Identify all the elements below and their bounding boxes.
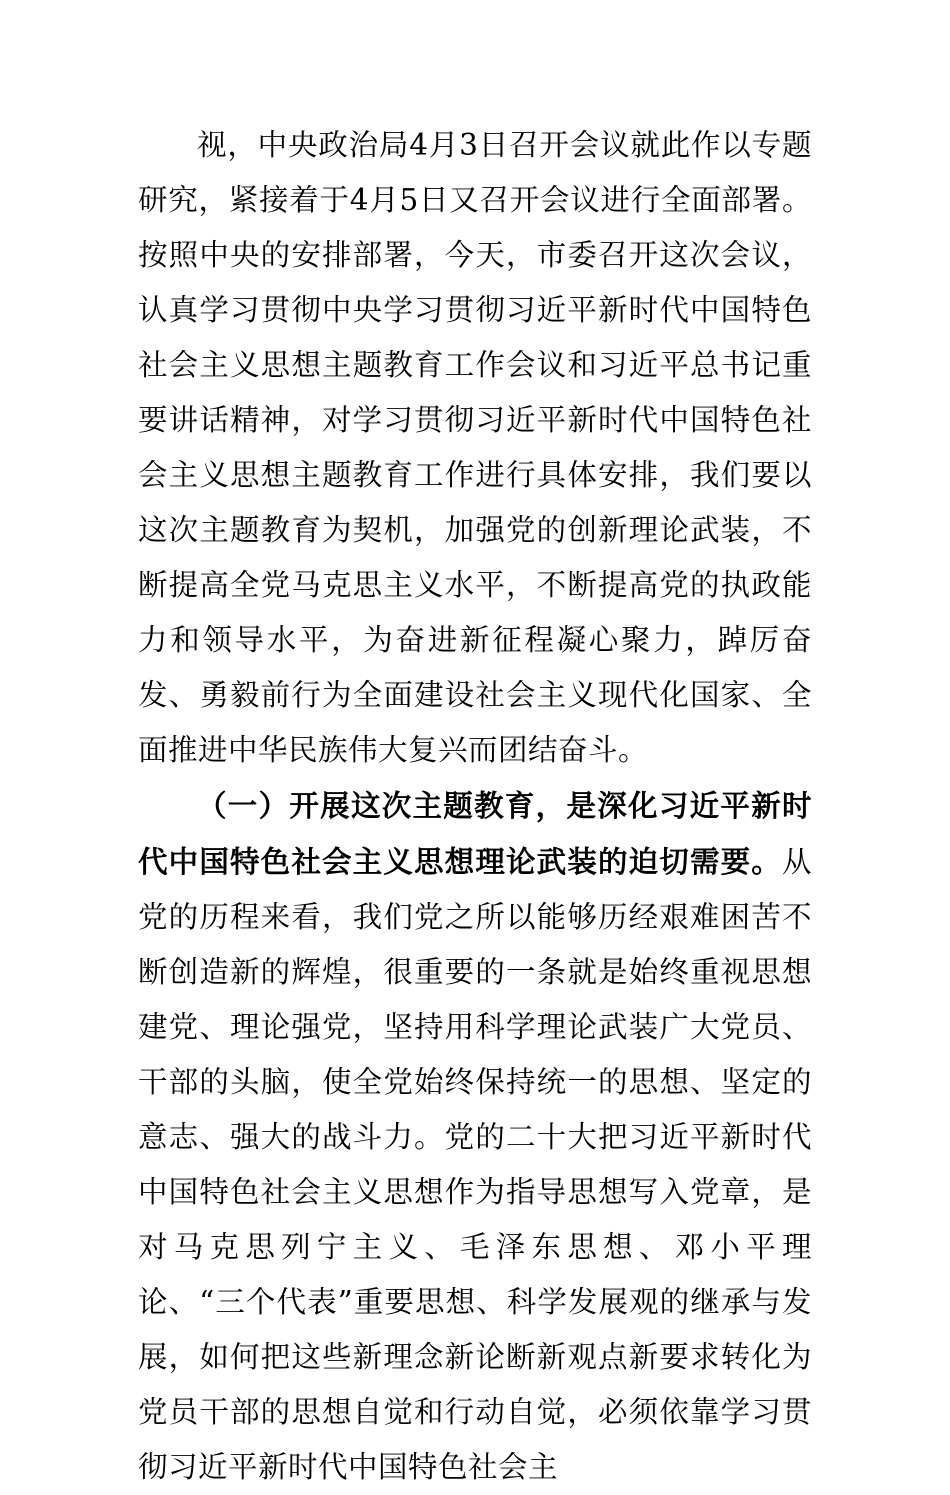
- paragraph-1-text: 视，中央政治局4月3日召开会议就此作以专题研究，紧接着于4月5日又召开会议进行全面部署。按照中央的安排部署，今天，市委召开这次会议，认真学习贯彻中央学习贯彻习近平新时代中国特色社会主义思想主题教育工作会议和习近平总书记重要讲话精神，对学习贯彻习近平新时代中国特色社会主义思想主题教育工作进行具体安排，我们要以这次主题教育为契机，加强党的创新理论武装，不断提高全党马克思主义水平，不断提高党的执政能力和领导水平，为奋进新征程凝心聚力，踔厉奋发、勇毅前行为全面建设社会主义现代化国家、全面推进中华民族伟大复兴而团结奋斗。: [138, 128, 812, 767]
- paragraph-2: [138, 778, 812, 1495]
- paragraph-2-body-run: 从党的历程来看，我们党之所以能够历经艰难困苦不断创造新的辉煌，很重要的一条就是始终重视思想建党、理论强党，坚持用科学理论武装广大党员、干部的头脑，使全党始终保持统一的思想、坚定的意志、强大的战斗力。党的二十大把习近平新时代中国特色社会主义思想作为指导思想写入党章，是对马克思列宁主义、毛泽东思想、邓小平理论、“三个代表”重要思想、科学发展观的继承与发展，如何把这些新理念新论断新观点新要求转化为党员干部的思想自觉和行动自觉，必须依靠学习贯彻习近平新时代中国特色社会主: [138, 845, 812, 1484]
- paragraph-1: [138, 118, 812, 778]
- paragraph-2-heading-run: （一）开展这次主题教育，是深化习近平新时代中国特色社会主义思想理论武装的迫切需要。: [138, 788, 812, 879]
- document-body: [138, 118, 812, 1495]
